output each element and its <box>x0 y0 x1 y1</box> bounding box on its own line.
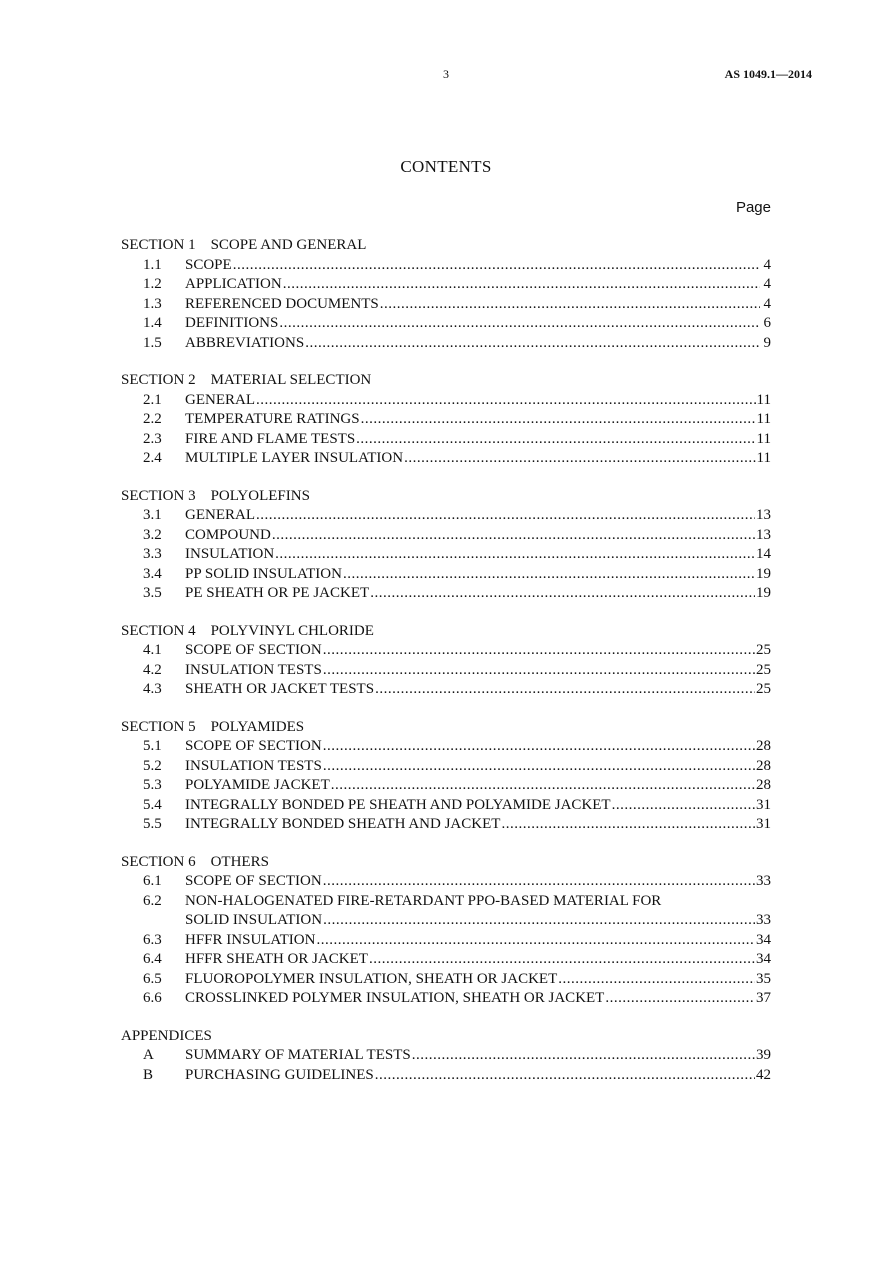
entry-number: 6.1 <box>143 873 162 889</box>
toc-section <box>121 622 771 700</box>
entry-number: A <box>143 1047 154 1063</box>
section-heading[interactable]: SECTION 4 POLYVINYL CHLORIDE <box>121 622 374 639</box>
entry-title: FLUOROPOLYMER INSULATION, SHEATH OR JACKET <box>185 970 558 987</box>
toc-entry[interactable] <box>121 776 771 796</box>
dot-leader <box>370 584 755 604</box>
entry-page-number: 13 <box>756 507 771 523</box>
entry-number: 1.3 <box>143 295 162 312</box>
entry-page-number: 28 <box>756 738 771 754</box>
entry-title: PURCHASING GUIDELINES <box>185 1066 374 1083</box>
toc-section <box>121 487 771 604</box>
dot-leader <box>375 680 755 700</box>
toc-entry[interactable] <box>121 410 771 430</box>
entry-number: 5.2 <box>143 757 162 774</box>
dot-leader <box>305 334 760 354</box>
entry-title: HFFR INSULATION <box>185 931 316 948</box>
document-id: AS 1049.1—2014 <box>724 67 812 81</box>
dot-leader <box>323 737 755 757</box>
entry-title: INTEGRALLY BONDED SHEATH AND JACKET <box>185 816 501 832</box>
dot-leader <box>412 1046 755 1066</box>
entry-title: INTEGRALLY BONDED PE SHEATH AND POLYAMIDE JACKET <box>185 796 611 813</box>
dot-leader <box>356 430 755 450</box>
entry-title: HFFR SHEATH OR JACKET <box>185 951 368 967</box>
entry-page-number: 33 <box>756 873 771 889</box>
entry-page-number: 4 <box>763 256 771 273</box>
entry-number: 1.5 <box>143 334 162 351</box>
dot-leader <box>375 1066 755 1086</box>
entry-page-number: 14 <box>756 546 771 562</box>
toc-entry[interactable] <box>121 256 771 276</box>
entry-title: SCOPE OF SECTION <box>185 738 322 754</box>
entry-number: 3.1 <box>143 507 162 523</box>
toc-entry[interactable] <box>121 506 771 526</box>
section-heading[interactable]: SECTION 3 POLYOLEFINS <box>121 487 310 504</box>
entry-title: SCOPE <box>185 256 232 273</box>
toc-section <box>121 853 771 1009</box>
toc-entry[interactable] <box>121 275 771 295</box>
toc-entry[interactable] <box>121 1066 771 1086</box>
dot-leader <box>380 295 760 315</box>
entry-title: INSULATION TESTS <box>185 757 322 774</box>
entry-page-number: 19 <box>756 585 771 601</box>
dot-leader <box>343 565 755 585</box>
toc-entry[interactable] <box>121 950 771 970</box>
entry-page-number: 31 <box>756 796 771 813</box>
entry-page-number: 34 <box>756 931 771 948</box>
entry-number: 5.4 <box>143 796 162 813</box>
toc-entry[interactable] <box>121 796 771 816</box>
toc-entry[interactable] <box>121 872 771 892</box>
toc-entry[interactable] <box>121 661 771 681</box>
entry-title: TEMPERATURE RATINGS <box>185 411 360 427</box>
entry-number: 5.1 <box>143 738 162 754</box>
dot-leader <box>283 275 760 295</box>
entry-number: 6.3 <box>143 931 162 948</box>
entry-page-number: 4 <box>763 276 771 292</box>
entry-number: 6.6 <box>143 990 162 1006</box>
dot-leader <box>501 815 755 835</box>
entry-number: 5.5 <box>143 816 162 832</box>
entry-title: GENERAL <box>185 391 255 408</box>
entry-page-number: 35 <box>756 970 771 987</box>
entry-page-number: 11 <box>756 391 771 408</box>
section-heading[interactable]: APPENDICES <box>121 1027 212 1044</box>
entry-number: 6.4 <box>143 951 162 967</box>
entry-number: 6.5 <box>143 970 162 987</box>
entry-number: 2.1 <box>143 391 162 408</box>
toc-entry[interactable] <box>121 449 771 469</box>
toc-entry[interactable] <box>121 1046 771 1066</box>
entry-page-number: 33 <box>756 912 771 928</box>
entry-title: SCOPE OF SECTION <box>185 873 322 889</box>
page-number: 3 <box>443 67 449 81</box>
entry-page-number: 9 <box>763 334 771 351</box>
dot-leader <box>323 911 755 931</box>
dot-leader <box>558 970 755 990</box>
dot-leader <box>279 314 760 334</box>
entry-title: SHEATH OR JACKET TESTS <box>185 681 375 697</box>
toc-entry[interactable] <box>121 314 771 334</box>
toc-entry[interactable] <box>121 295 771 315</box>
entry-page-number: 34 <box>756 951 771 967</box>
entry-title: GENERAL <box>185 507 255 523</box>
entry-title: MULTIPLE LAYER INSULATION <box>185 450 404 466</box>
section-heading[interactable]: SECTION 6 OTHERS <box>121 853 269 870</box>
dot-leader <box>323 641 755 661</box>
entry-title: REFERENCED DOCUMENTS <box>185 295 379 312</box>
entry-title: INSULATION <box>185 546 275 562</box>
toc-entry[interactable] <box>121 526 771 546</box>
entry-title: ABBREVIATIONS <box>185 334 305 351</box>
entry-number: 1.2 <box>143 276 162 292</box>
entry-title: PE SHEATH OR PE JACKET <box>185 585 370 601</box>
dot-leader <box>323 757 755 777</box>
entry-title: SUMMARY OF MATERIAL TESTS <box>185 1047 411 1063</box>
entry-number: 3.3 <box>143 546 162 562</box>
entry-title: PP SOLID INSULATION <box>185 565 342 582</box>
dot-leader <box>256 391 756 411</box>
entry-number: 2.3 <box>143 430 162 447</box>
dot-leader <box>612 796 755 816</box>
entry-number: 4.3 <box>143 681 162 697</box>
toc-section <box>121 1027 771 1086</box>
entry-title: POLYAMIDE JACKET <box>185 777 330 793</box>
dot-leader <box>369 950 755 970</box>
entry-number: B <box>143 1066 154 1083</box>
entry-title: CROSSLINKED POLYMER INSULATION, SHEATH OR JACKET <box>185 990 605 1006</box>
toc-entry[interactable] <box>121 989 771 1009</box>
dot-leader <box>275 545 755 565</box>
table-of-contents <box>121 236 771 1103</box>
toc-entry[interactable] <box>121 391 771 411</box>
entry-page-number: 13 <box>756 526 771 543</box>
entry-title: SCOPE OF SECTION <box>185 642 322 658</box>
dot-leader <box>323 661 755 681</box>
entry-title: FIRE AND FLAME TESTS <box>185 430 356 447</box>
toc-entry[interactable] <box>121 757 771 777</box>
toc-entry[interactable] <box>121 931 771 951</box>
toc-section <box>121 371 771 469</box>
toc-entry[interactable] <box>121 584 771 604</box>
entry-number: 1.4 <box>143 315 162 331</box>
dot-leader <box>272 526 755 546</box>
dot-leader <box>404 449 755 469</box>
entry-number: 2.2 <box>143 411 162 427</box>
entry-title: COMPOUND <box>185 526 271 543</box>
entry-number: 6.2 <box>143 892 162 909</box>
entry-number: 3.5 <box>143 585 162 601</box>
dot-leader <box>323 872 755 892</box>
page-column-label: Page <box>735 199 771 216</box>
entry-page-number: 25 <box>756 661 771 678</box>
dot-leader <box>331 776 755 796</box>
entry-page-number: 28 <box>756 757 771 774</box>
entry-page-number: 42 <box>756 1066 771 1083</box>
toc-entry[interactable] <box>121 815 771 835</box>
toc-section <box>121 236 771 353</box>
toc-entry[interactable] <box>121 430 771 450</box>
entry-title: INSULATION TESTS <box>185 661 322 678</box>
toc-entry[interactable] <box>121 970 771 990</box>
section-heading[interactable]: SECTION 2 MATERIAL SELECTION <box>121 372 372 388</box>
dot-leader <box>361 410 756 430</box>
entry-title-line1: NON-HALOGENATED FIRE-RETARDANT PPO-BASED MATERIAL FOR <box>185 892 662 909</box>
entry-number: 5.3 <box>143 777 162 793</box>
entry-page-number: 25 <box>756 642 771 658</box>
toc-entry[interactable] <box>121 334 771 354</box>
section-heading[interactable]: SECTION 5 POLYAMIDES <box>121 718 305 735</box>
entry-number: 4.1 <box>143 642 162 658</box>
entry-page-number: 6 <box>763 315 771 331</box>
entry-number: 2.4 <box>143 450 162 466</box>
entry-number: 1.1 <box>143 256 162 273</box>
toc-section <box>121 718 771 835</box>
dot-leader <box>316 931 755 951</box>
entry-page-number: 4 <box>763 295 771 312</box>
entry-number: 3.2 <box>143 526 162 543</box>
entry-page-number: 11 <box>756 411 771 427</box>
entry-page-number: 39 <box>756 1047 771 1063</box>
dot-leader <box>233 256 760 276</box>
entry-page-number: 37 <box>756 990 771 1006</box>
entry-title: DEFINITIONS <box>185 315 279 331</box>
toc-entry[interactable] <box>121 680 771 700</box>
toc-entry[interactable] <box>121 565 771 585</box>
entry-page-number: 11 <box>756 430 771 447</box>
section-heading[interactable]: SECTION 1 SCOPE AND GENERAL <box>121 237 367 253</box>
entry-page-number: 11 <box>756 450 771 466</box>
entry-page-number: 25 <box>756 681 771 697</box>
entry-title: APPLICATION <box>185 276 282 292</box>
entry-page-number: 28 <box>756 777 771 793</box>
entry-page-number: 19 <box>756 565 771 582</box>
toc-entry[interactable] <box>121 641 771 661</box>
toc-entry[interactable] <box>121 737 771 757</box>
contents-title: CONTENTS <box>400 157 492 176</box>
toc-entry[interactable] <box>121 545 771 565</box>
dot-leader <box>605 989 755 1009</box>
entry-number: 3.4 <box>143 565 162 582</box>
toc-entry[interactable] <box>121 892 771 931</box>
dot-leader <box>256 506 755 526</box>
entry-title: SOLID INSULATION <box>185 912 323 928</box>
entry-page-number: 31 <box>756 816 771 832</box>
entry-number: 4.2 <box>143 661 162 678</box>
